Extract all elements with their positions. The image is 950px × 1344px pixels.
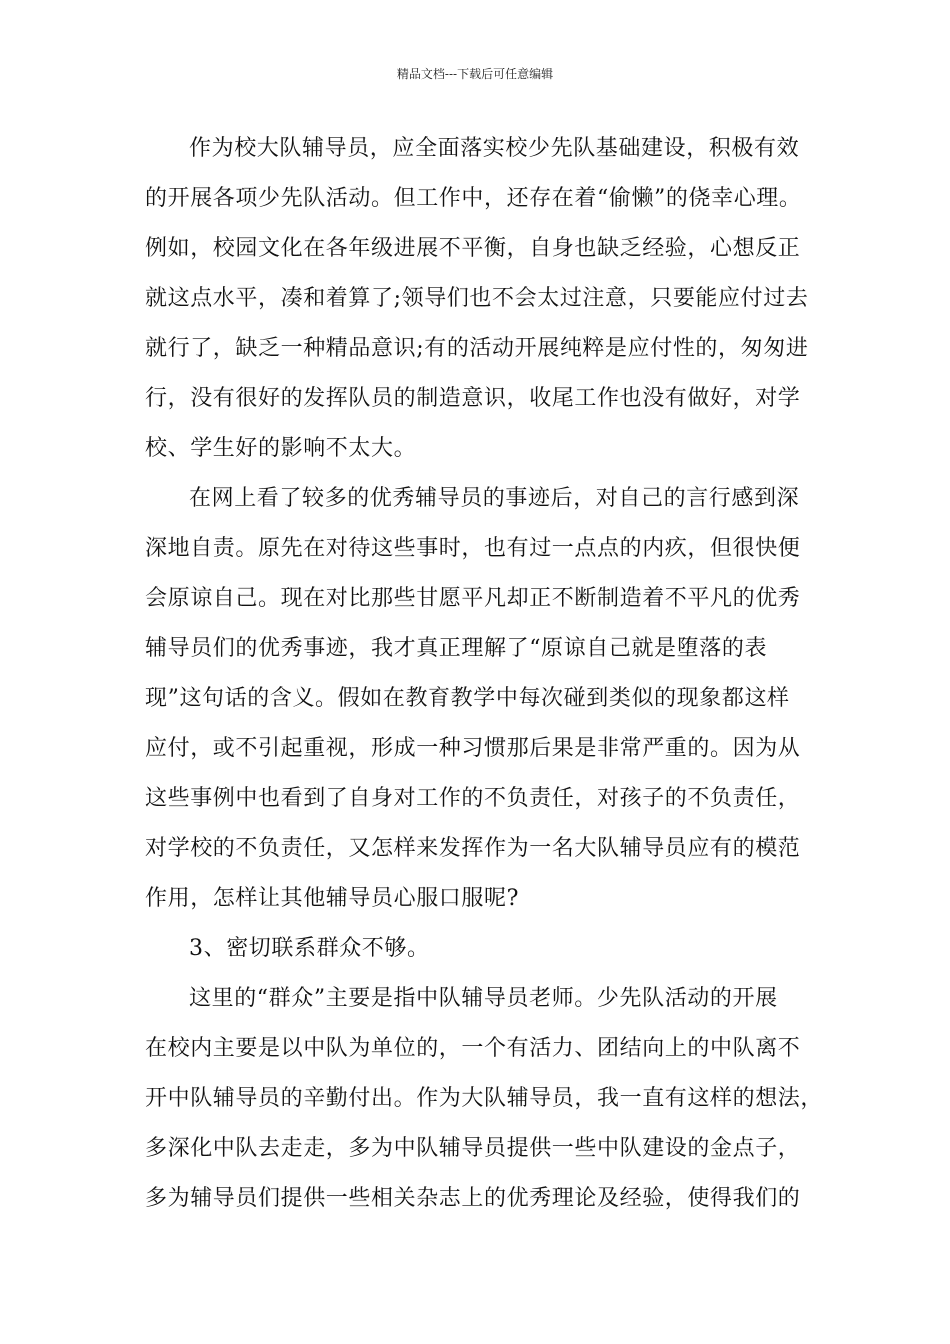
text-line: 在网上看了较多的优秀辅导员的事迹后，对自己的言行感到深 bbox=[189, 486, 800, 511]
text-line: 应付，或不引起重视，形成一种习惯那后果是非常严重的。因为从 bbox=[145, 736, 801, 761]
text-line: 深地自责。原先在对待这些事时，也有过一点点的内疚，但很快便 bbox=[145, 536, 801, 561]
text-line: 作用，怎样让其他辅导员心服口服呢? bbox=[145, 886, 519, 911]
text-line: 行，没有很好的发挥队员的制造意识，收尾工作也没有做好，对学 bbox=[145, 386, 801, 411]
text-line: 的开展各项少先队活动。但工作中，还存在着“偷懒”的侥幸心理。 bbox=[145, 186, 802, 211]
page-header: 精品文档---下载后可任意编辑 bbox=[396, 67, 554, 81]
document-body bbox=[145, 124, 824, 1224]
text-line: 现”这句话的含义。假如在教育教学中每次碰到类似的现象都这样 bbox=[145, 686, 790, 711]
text-line: 就行了，缺乏一种精品意识;有的活动开展纯粹是应付性的，匆匆进 bbox=[145, 336, 809, 361]
text-line: 例如，校园文化在各年级进展不平衡，自身也缺乏经验，心想反正 bbox=[145, 236, 801, 261]
text-line: 校、学生好的影响不太大。 bbox=[145, 436, 417, 461]
text-line: 会原谅自己。现在对比那些甘愿平凡却正不断制造着不平凡的优秀 bbox=[145, 586, 801, 611]
text-line: 多深化中队去走走，多为中队辅导员提供一些中队建设的金点子， bbox=[145, 1136, 801, 1161]
text-line: 这些事例中也看到了自身对工作的不负责任，对孩子的不负责任， bbox=[145, 786, 801, 811]
text-line: 多为辅导员们提供一些相关杂志上的优秀理论及经验，使得我们的 bbox=[145, 1186, 801, 1211]
section-heading: 3、密切联系群众不够。 bbox=[189, 936, 430, 961]
text-line: 作为校大队辅导员，应全面落实校少先队基础建设，积极有效 bbox=[189, 136, 800, 161]
text-line: 开中队辅导员的辛勤付出。作为大队辅导员，我一直有这样的想法， bbox=[145, 1086, 824, 1111]
text-line: 辅导员们的优秀事迹，我才真正理解了“原谅自己就是堕落的表 bbox=[145, 636, 768, 661]
text-line: 对学校的不负责任，又怎样来发挥作为一名大队辅导员应有的模范 bbox=[145, 836, 801, 861]
text-line: 在校内主要是以中队为单位的，一个有活力、团结向上的中队离不 bbox=[145, 1036, 801, 1061]
text-line: 这里的“群众”主要是指中队辅导员老师。少先队活动的开展 bbox=[189, 986, 778, 1011]
text-line: 就这点水平，凑和着算了;领导们也不会太过注意，只要能应付过去 bbox=[145, 286, 809, 311]
